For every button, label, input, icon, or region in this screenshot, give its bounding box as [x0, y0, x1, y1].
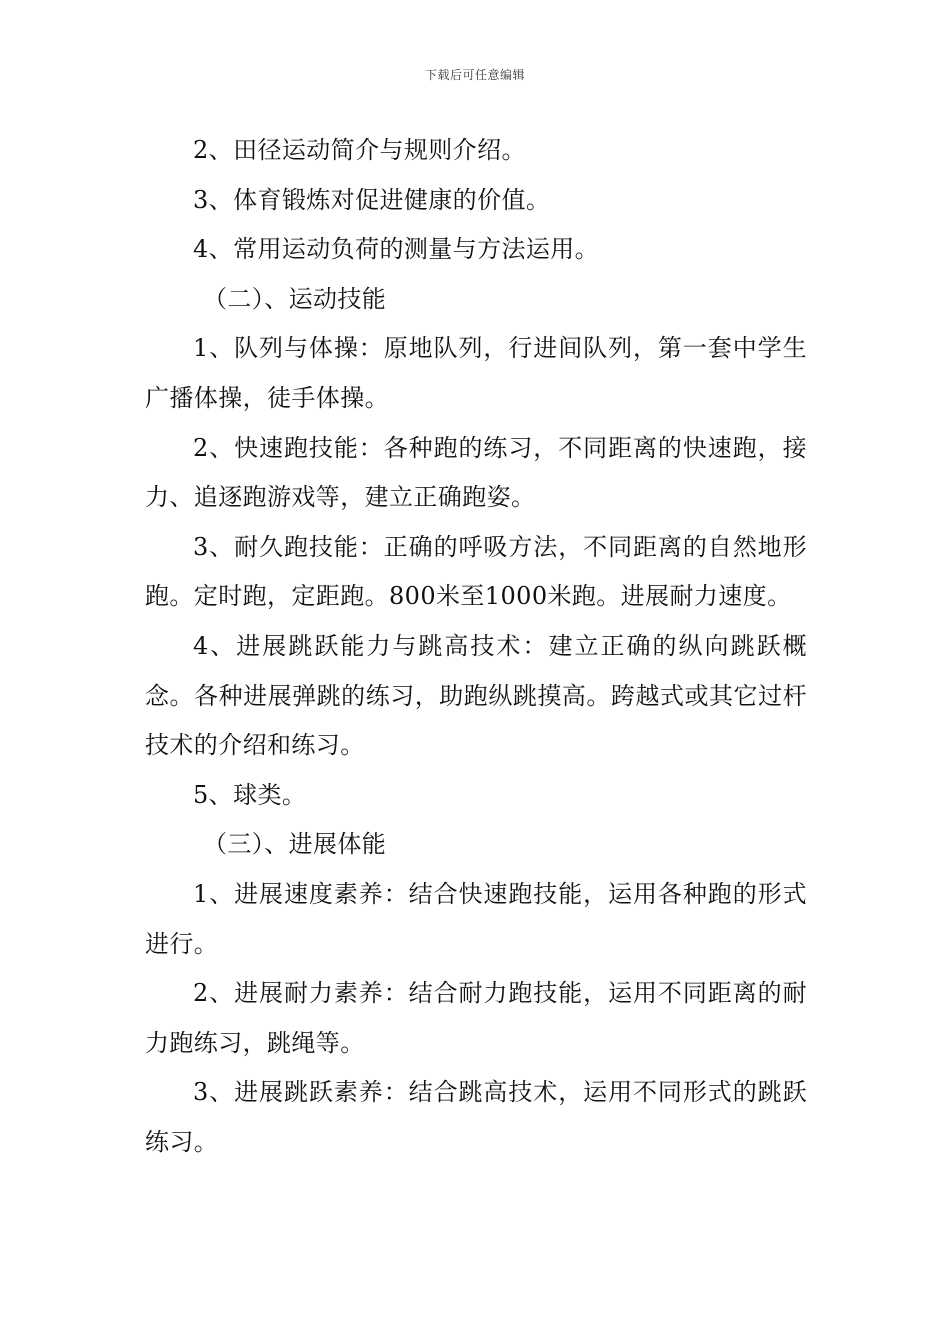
paragraph-speed-quality: 1、进展速度素养：结合快速跑技能，运用各种跑的形式进行。	[145, 879, 807, 958]
paragraph-health-value: 3、体育锻炼对促进健康的价值。	[193, 185, 551, 214]
paragraph-jumping-quality: 3、进展跳跃素养：结合跳高技术，运用不同形式的跳跃练习。	[145, 1078, 807, 1156]
paragraph-endurance-skills: 3、耐久跑技能：正确的呼吸方法，不同距离的自然地形跑。定时跑，定距跑。800米至1000米跑。进展耐力速度。	[145, 532, 807, 611]
page-header: 下载后可任意编辑	[424, 68, 525, 82]
paragraph-load-measurement: 4、常用运动负荷的测量与方法运用。	[193, 235, 600, 264]
section-heading-physical-fitness: （三）、进展体能	[203, 830, 387, 859]
paragraph-endurance-quality: 2、进展耐力素养：结合耐力跑技能，运用不同距离的耐力跑练习，跳绳等。	[145, 979, 807, 1057]
paragraph-jumping-skills: 4、进展跳跃能力与跳高技术：建立正确的纵向跳跃概念。各种进展弹跳的练习，助跑纵跳摸高。跨越式或其它过杆技术的介绍和练习。	[145, 631, 807, 760]
document-body	[145, 126, 807, 1167]
paragraph-ball-games: 5、球类。	[193, 780, 307, 809]
paragraph-sprint-skills: 2、快速跑技能：各种跑的练习，不同距离的快速跑，接力、追逐跑游戏等，建立正确跑姿。	[145, 433, 807, 512]
paragraph-formation-gymnastics: 1、队列与体操：原地队列，行进间队列，第一套中学生广播体操，徒手体操。	[145, 334, 807, 412]
section-heading-motor-skills: （二）、运动技能	[203, 284, 387, 313]
paragraph-track-intro: 2、田径运动简介与规则介绍。	[193, 136, 526, 164]
